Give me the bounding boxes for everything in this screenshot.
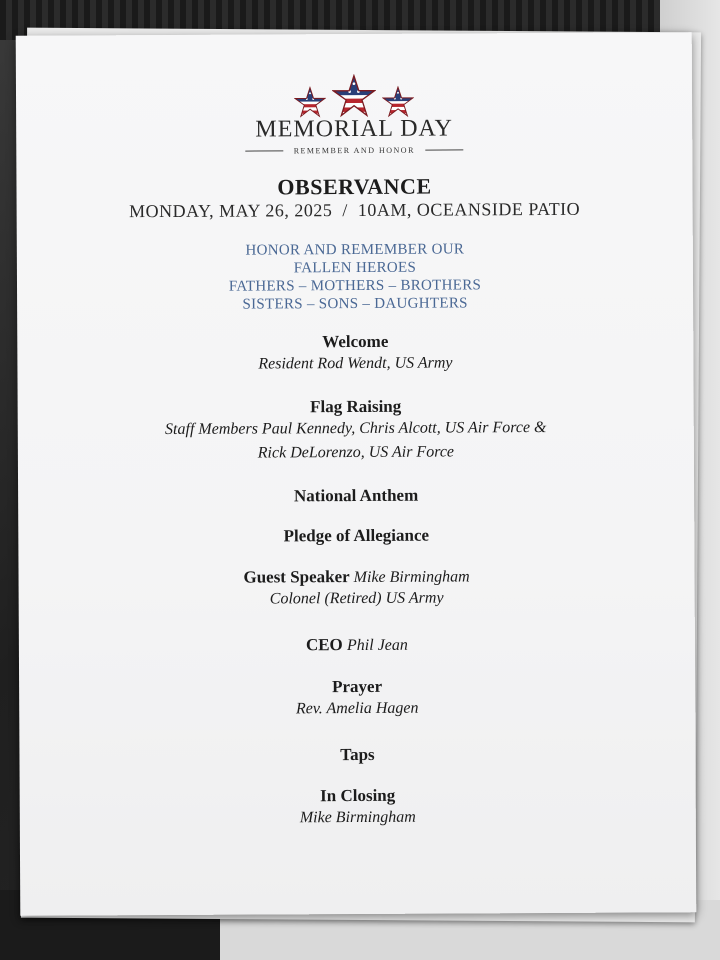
program-item-name: Rick DeLorenzo, US Air Force [257, 443, 455, 462]
program-item-welcome [17, 330, 693, 378]
program-item-title: Guest Speaker [243, 567, 350, 587]
program-item-guest-speaker [18, 565, 694, 613]
logo-subtitle: REMEMBER AND HONOR [293, 145, 415, 156]
program-item-name: Resident Rod Wendt, US Army [258, 354, 453, 373]
program-item-title: CEO [305, 635, 343, 655]
star-large-center-icon [332, 74, 376, 118]
program-item-taps [19, 743, 695, 767]
page-title: OBSERVANCE [277, 173, 432, 200]
program-item-prayer [19, 675, 695, 723]
program-item-title: Pledge of Allegiance [283, 525, 430, 546]
tribute-line: HONOR AND REMEMBER OUR [245, 241, 465, 259]
program-item-pledge [18, 524, 694, 548]
tribute-line: SISTERS – SONS – DAUGHTERS [242, 295, 468, 313]
program-item-national-anthem [18, 484, 694, 508]
program-item-title: Prayer [332, 676, 383, 697]
program-sheet [16, 32, 697, 916]
tribute-line: FALLEN HEROES [293, 259, 417, 277]
program-item-name: Staff Members Paul Kennedy, Chris Alcott, US Air Force & [164, 419, 547, 438]
program-item-name: Mike Birmingham [299, 808, 416, 827]
stars-logo [16, 72, 692, 120]
program-item-title: Taps [340, 744, 375, 765]
logo-rule-left [246, 150, 284, 151]
logo-rule-right [425, 149, 463, 150]
program-item-title: Flag Raising [310, 396, 402, 417]
logo-subtitle-row [16, 144, 692, 157]
program-item-in-closing [20, 784, 696, 832]
event-dateline: MONDAY, MAY 26, 2025 / 10AM, OCEANSIDE PATIO [129, 198, 581, 222]
program-item-title-row [19, 633, 695, 657]
program-item-name: Rev. Amelia Hagen [295, 699, 419, 718]
star-small-left-icon [294, 86, 326, 118]
tribute-line: FATHERS – MOTHERS – BROTHERS [228, 277, 482, 295]
star-small-right-icon [382, 86, 414, 118]
program-item-flag-raising [18, 395, 694, 467]
program-item-inline-name: Mike Birmingham [353, 568, 470, 587]
tribute-text [17, 239, 693, 315]
logo-title: MEMORIAL DAY [255, 115, 454, 143]
program-item-inline-name: Phil Jean [346, 636, 408, 655]
program-item-name: Colonel (Retired) US Army [269, 589, 444, 608]
program-item-title: In Closing [320, 785, 396, 806]
program-item-title: Welcome [322, 331, 389, 352]
program-item-title: National Anthem [293, 485, 419, 506]
program-item-ceo [19, 633, 695, 657]
